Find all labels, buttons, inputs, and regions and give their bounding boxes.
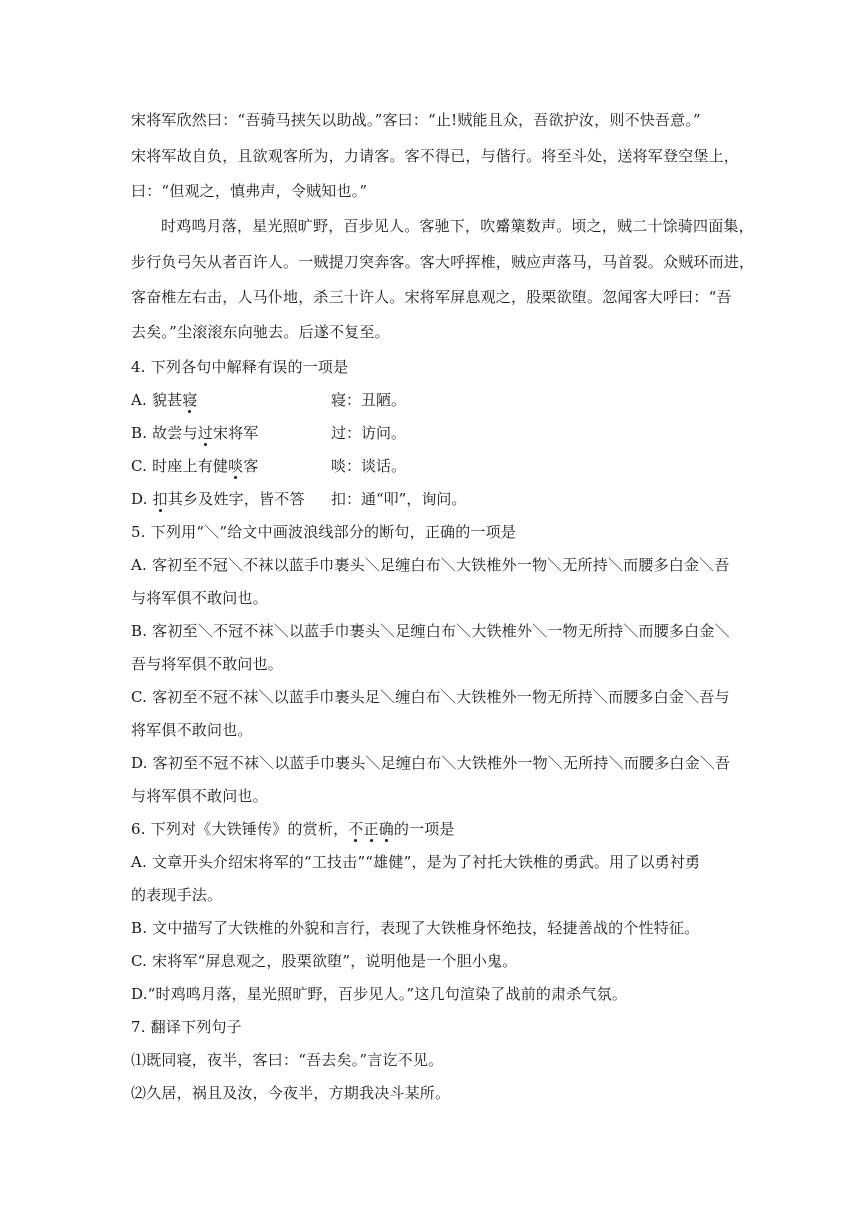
emphasis-char: 扣 [152, 490, 168, 508]
question-6-stem [131, 819, 731, 839]
option-text: 貌甚 [151, 391, 183, 409]
emphasis-char: 寝 [182, 391, 198, 409]
q6-option-a: A. 文章开头介绍宋将军的“工技击”“雄健”，是为了衬托大铁椎的勇武。用了以勇衬勇 [131, 853, 701, 871]
option-label: C. [131, 457, 153, 475]
q5-option-b-cont: 吾与将军俱不敢问也。 [131, 655, 284, 673]
option-text: 其乡及姓字，皆不答 [167, 490, 305, 508]
emphasis-char: 啖 [228, 457, 244, 475]
q6-option-c: C. 宋将军“屏息观之，股栗欲堕”，说明他是一个胆小鬼。 [131, 952, 518, 970]
q5-option-a-cont: 与将军俱不敢问也。 [131, 589, 268, 607]
stem-text: 6. 下列对《大铁锤传》的赏析， [131, 820, 349, 838]
q6-option-d: D.“时鸡鸣月落，星光照旷野，百步见人。”这几句渲染了战前的肃杀气氛。 [131, 985, 628, 1003]
q4-option-a [131, 390, 731, 410]
option-text: 时座上有健 [152, 457, 229, 475]
q4-gloss-a: 寝：丑陋。 [331, 391, 407, 409]
emphasis-char: 确 [378, 820, 394, 838]
q5-option-b: B. 客初至＼不冠不袜＼以蓝手巾裹头＼足缠白布＼大铁椎外＼一物无所持＼而腰多白金＼ [131, 622, 730, 640]
question-7-stem: 7. 翻译下列句子 [131, 1018, 242, 1036]
option-label: A. [131, 391, 152, 409]
q5-option-c-cont: 将军俱不敢问也。 [131, 721, 253, 739]
option-label: B. [131, 424, 153, 442]
q5-option-d: D. 客初至不冠不袜＼以蓝手巾裹头＼足缠白布＼大铁椎外一物＼无所持＼而腰多白金＼吾 [131, 754, 731, 772]
passage-line: 去矣。”尘滚滚东向驰去。后遂不复至。 [131, 323, 390, 341]
passage-line: 曰：“但观之，慎弗声，令贼知也。” [131, 182, 368, 200]
q4-gloss-c: 啖：谈话。 [331, 457, 407, 475]
option-label: D. [131, 490, 153, 508]
q5-option-d-cont: 与将军俱不敢问也。 [131, 787, 268, 805]
option-text: 客 [243, 457, 259, 475]
emphasis-char: 正 [363, 820, 379, 838]
passage-line: 步行负弓矢从者百许人。一贼提刀突奔客。客大呼挥椎，贼应声落马，马首裂。众贼环而进， [131, 253, 755, 271]
q5-option-a: A. 客初至不冠＼不袜以蓝手巾裹头＼足缠白布＼大铁椎外一物＼无所持＼而腰多白金＼吾 [131, 556, 730, 574]
question-5-stem: 5. 下列用“＼”给文中画波浪线部分的断句，正确的一项是 [131, 523, 517, 541]
q4-gloss-d: 扣：通“叩”，询问。 [331, 490, 467, 508]
passage-line: 时鸡鸣月落，星光照旷野，百步见人。客驰下，吹觱篥数声。顷之，贼二十馀骑四面集， [161, 217, 754, 235]
q4-option-b [131, 423, 731, 443]
q7-sentence-2: ⑵久居，祸且及汝，今夜半，方期我决斗某所。 [131, 1084, 451, 1102]
q4-gloss-b: 过：访问。 [331, 424, 407, 442]
emphasis-char: 过 [197, 424, 213, 442]
option-text: 宋将军 [212, 424, 259, 442]
q7-sentence-1: ⑴既同寝，夜半，客曰：“吾去矣。”言讫不见。 [131, 1051, 444, 1069]
q5-option-c: C. 客初至不冠不袜＼以蓝手巾裹头足＼缠白布＼大铁椎外一物无所持＼而腰多白金＼吾与 [131, 688, 730, 706]
q6-option-b: B. 文中描写了大铁椎的外貌和言行，表现了大铁椎身怀绝技，轻捷善战的个性特征。 [131, 919, 700, 937]
stem-text: 的一项是 [393, 820, 455, 838]
emphasis-char: 不 [348, 820, 364, 838]
q4-option-c [131, 456, 731, 476]
passage-line: 宋将军欣然曰：“吾骑马挟矢以助战。”客曰：“止!贼能且众，吾欲护汝，则不快吾意。” [131, 111, 701, 129]
passage-line: 客奋椎左右击，人马仆地，杀三十许人。宋将军屏息观之，股栗欲堕。忽闻客大呼曰：“吾 [131, 288, 732, 306]
passage-line: 宋将军故自负，且欲观客所为，力请客。客不得已，与偕行。将至斗处，送将军登空堡上， [131, 147, 740, 165]
question-4-stem: 4. 下列各句中解释有误的一项是 [131, 358, 349, 376]
q6-option-a-cont: 的表现手法。 [131, 886, 223, 904]
option-text: 故尝与 [152, 424, 198, 442]
